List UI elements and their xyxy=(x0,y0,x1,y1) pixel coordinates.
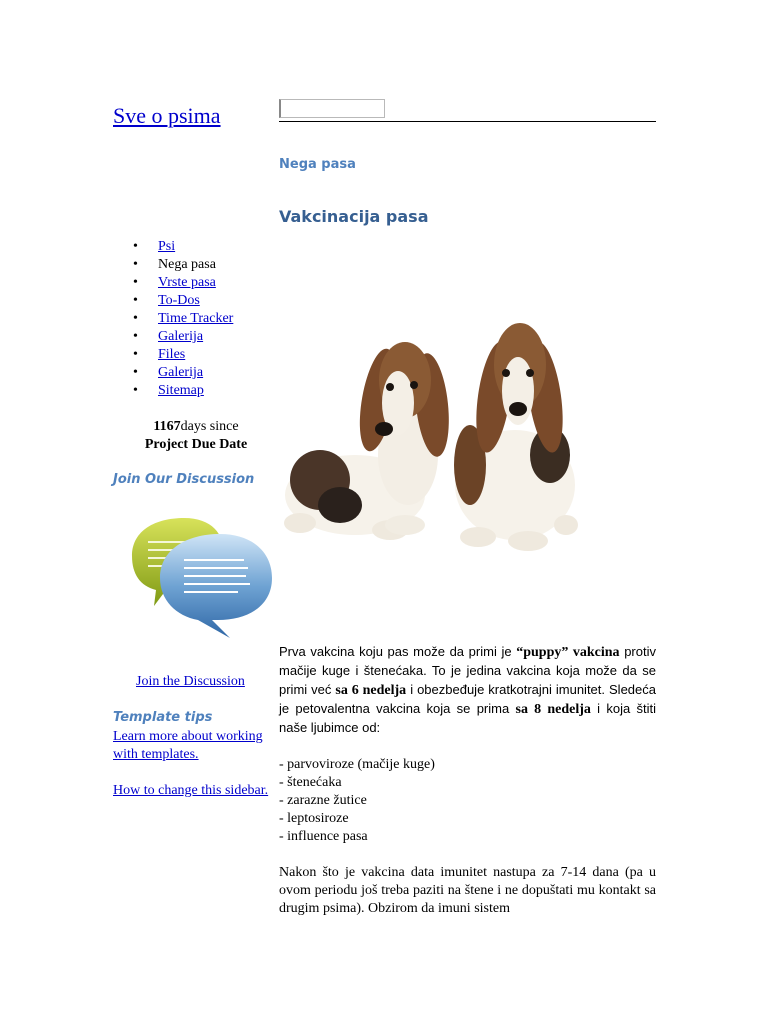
sidebar-nav xyxy=(113,238,233,400)
sidebar-item-psi xyxy=(113,238,233,256)
disease-item: - leptosiroze xyxy=(279,811,349,826)
nav-link-vrste-pasa[interactable]: Vrste pasa xyxy=(158,275,216,290)
sidebar-item-sitemap xyxy=(113,382,233,400)
disease-item: - zarazne žutice xyxy=(279,793,367,808)
disease-item: - influence pasa xyxy=(279,829,368,844)
disease-list xyxy=(279,756,656,846)
p1-bold-6-weeks: sa 6 nedelja xyxy=(335,683,407,698)
change-sidebar-link[interactable]: How to change this sidebar. xyxy=(113,783,269,798)
sidebar-item-files xyxy=(113,346,233,364)
disease-item: - štenećaka xyxy=(279,775,342,790)
site-title-link[interactable]: Sve o psima xyxy=(113,103,221,128)
header-divider xyxy=(279,121,656,122)
join-discussion-link[interactable]: Join the Discussion xyxy=(136,674,245,689)
p1-bold-8-weeks: sa 8 nedelja xyxy=(515,702,591,717)
template-tips-heading: Template tips xyxy=(113,710,213,725)
article-paragraph-2: Nakon što je vakcina data imunitet nastupa za 7-14 dana (pa u ovom periodu još treba paziti na štene i ne dopuštati mu kontakt sa drugim psima). Obzirom da imuni sistem xyxy=(279,865,656,916)
days-count: 1167 xyxy=(153,419,181,434)
p1-text-e: i obezbeđuje kratkotrajni imunitet. Sledeća je petovalentna vakcina koja se prima xyxy=(279,682,656,716)
nav-link-galerija-2[interactable]: Galerija xyxy=(158,365,204,380)
search-input[interactable] xyxy=(279,99,385,118)
sidebar-item-to-dos xyxy=(113,292,233,310)
page-title: Vakcinacija pasa xyxy=(279,207,429,226)
nav-link-time-tracker[interactable]: Time Tracker xyxy=(158,311,234,326)
sidebar-item-vrste-pasa xyxy=(113,274,233,292)
discussion-heading: Join Our Discussion xyxy=(113,472,255,487)
p1-text-g: i koja štiti naše ljubimce od: xyxy=(279,701,657,735)
breadcrumb: Nega pasa xyxy=(279,157,356,172)
basset-hound-puppies-image xyxy=(280,305,580,560)
nav-link-sitemap[interactable]: Sitemap xyxy=(158,383,204,398)
article-body xyxy=(279,643,656,918)
p1-text-a: Prva vakcina koju pas može da primi je xyxy=(279,644,517,659)
days-since-text: days since xyxy=(180,419,239,434)
nav-current-page: Nega pasa xyxy=(158,257,216,272)
project-due-label: Project Due Date xyxy=(144,437,248,452)
p1-text-c: protiv mačije kuge i štenećaka. To je jedina vakcina koja može da se primi već xyxy=(279,644,656,697)
nav-link-galerija[interactable]: Galerija xyxy=(158,329,204,344)
speech-bubbles-icon xyxy=(126,512,276,642)
sidebar-item-galerija xyxy=(113,328,233,346)
disease-item: - parvoviroze (mačije kuge) xyxy=(279,757,435,772)
right-puppy-figure xyxy=(454,323,578,551)
nav-link-files[interactable]: Files xyxy=(158,347,186,362)
sidebar-item-nega-pasa xyxy=(113,256,233,274)
article-paragraph-1 xyxy=(279,643,656,738)
nav-link-psi[interactable]: Psi xyxy=(158,239,176,254)
left-puppy-figure xyxy=(284,342,453,540)
days-counter xyxy=(113,418,279,454)
p1-bold-puppy: “puppy” vakcina xyxy=(516,645,620,660)
sidebar-item-galerija-2 xyxy=(113,364,233,382)
templates-help-link[interactable]: Learn more about working with templates. xyxy=(113,729,263,762)
sidebar-item-time-tracker xyxy=(113,310,233,328)
nav-link-to-dos[interactable]: To-Dos xyxy=(158,293,200,308)
